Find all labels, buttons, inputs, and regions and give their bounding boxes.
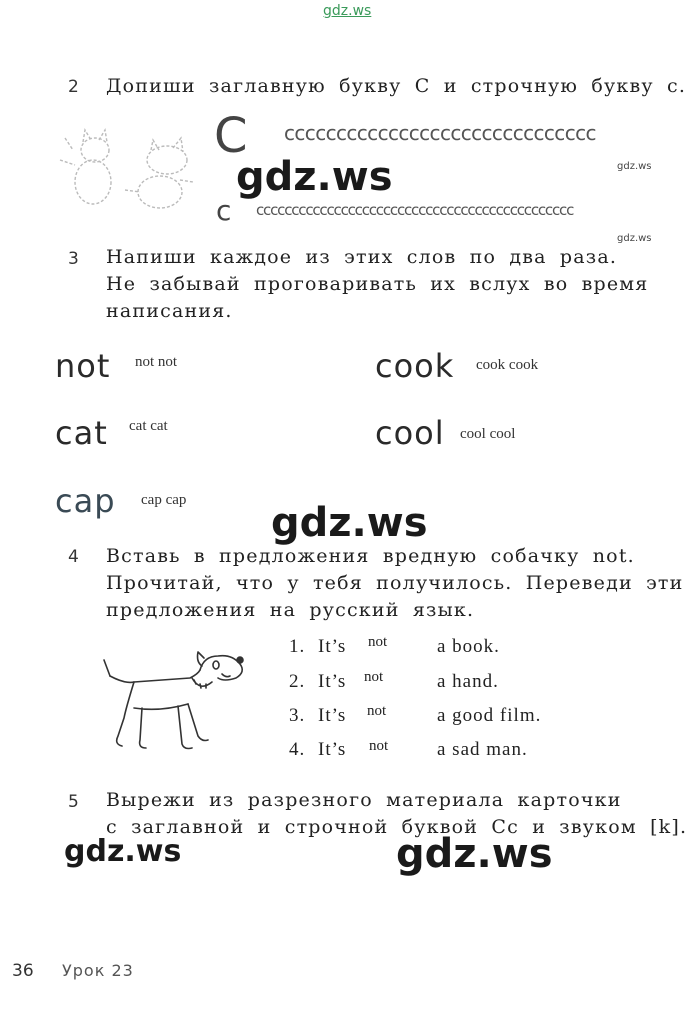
sentence-4-number: 4.	[289, 739, 306, 760]
sentence-1-number: 1.	[289, 636, 306, 657]
sentence-4-start: It’s	[318, 739, 347, 760]
task-4-line-1: Вставь в предложения вредную собачку not.	[106, 545, 635, 567]
written-cap: cap cap	[141, 492, 187, 508]
written-cook: cook cook	[476, 357, 539, 373]
word-cool: cool	[375, 414, 445, 452]
task-3-line-1: Напиши каждое из этих слов по два раза.	[106, 246, 618, 268]
word-cap: cap	[55, 482, 116, 520]
task-4-line-2: Прочитай, что у тебя получилось. Переведи эти	[106, 572, 684, 594]
sentence-3-end: a good film.	[437, 705, 542, 726]
sentence-1-insert: not	[368, 634, 388, 650]
watermark-3: gdz.ws	[64, 834, 182, 869]
sentence-1-end: a book.	[437, 636, 500, 657]
word-cat: cat	[55, 414, 108, 452]
task-5-line-2: с заглавной и строчной буквой Сс и звуком [k].	[106, 816, 688, 838]
word-cook: cook	[375, 347, 455, 385]
written-cat: cat cat	[129, 418, 168, 434]
watermark-1: gdz.ws	[236, 154, 393, 200]
big-upper-c: С	[214, 108, 248, 164]
task-5-number: 5	[68, 792, 79, 812]
task-3-line-3: написания.	[106, 300, 233, 322]
sentence-4-end: a sad man.	[437, 739, 528, 760]
sentence-3-insert: not	[367, 703, 387, 719]
lesson-label: Урок 23	[62, 961, 134, 980]
sentence-2-start: It’s	[318, 671, 347, 692]
word-not: not	[55, 347, 111, 385]
watermark-small-2: gdz.ws	[617, 233, 652, 244]
lower-c-row: ccccccccccccccccccccccccccccccccccccccccccccc	[256, 201, 574, 219]
watermark-4: gdz.ws	[396, 831, 553, 877]
watermark-2: gdz.ws	[271, 500, 428, 546]
task-3-number: 3	[68, 249, 79, 269]
upper-c-row: cccccccccccccccccccccccccccccc	[284, 121, 596, 145]
sentence-2-number: 2.	[289, 671, 306, 692]
dog-illustration	[100, 648, 250, 758]
sentence-2-insert: not	[364, 669, 384, 685]
written-cool: cool cool	[460, 426, 516, 442]
sentence-1-start: It’s	[318, 636, 347, 657]
task-2-number: 2	[68, 77, 79, 97]
watermark-small-1: gdz.ws	[617, 161, 652, 172]
site-link[interactable]: gdz.ws	[323, 3, 372, 19]
sentence-3-number: 3.	[289, 705, 306, 726]
sentence-4-insert: not	[369, 738, 389, 754]
task-4-line-3: предложения на русский язык.	[106, 599, 475, 621]
task-4-number: 4	[68, 547, 79, 567]
cats-illustration	[55, 120, 195, 215]
task-5-line-1: Вырежи из разрезного материала карточки	[106, 789, 622, 811]
big-lower-c: с	[216, 194, 232, 227]
sentence-2-end: a hand.	[437, 671, 499, 692]
page-number: 36	[12, 961, 34, 981]
sentence-3-start: It’s	[318, 705, 347, 726]
task-3-line-2: Не забывай проговаривать их вслух во время	[106, 273, 649, 295]
task-2-text: Допиши заглавную букву С и строчную букву с.	[106, 75, 687, 97]
written-not: not not	[135, 354, 178, 370]
